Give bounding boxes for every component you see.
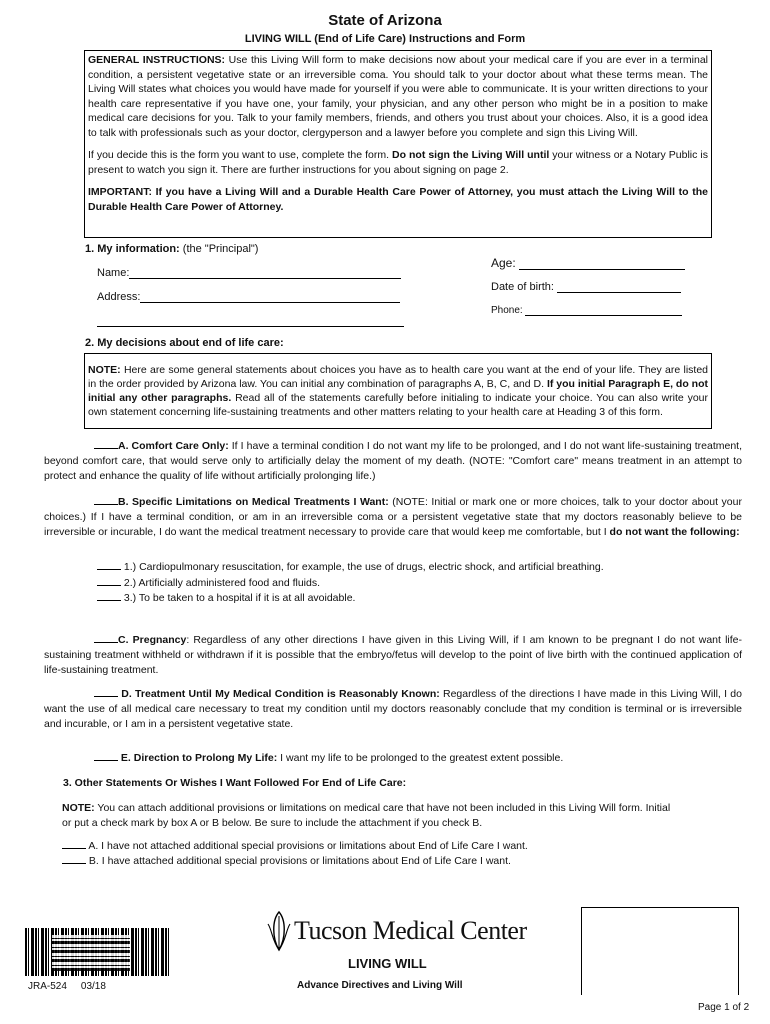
option-b-item: 2.) Artificially administered food and fluids. xyxy=(97,575,604,591)
signing-instructions: If you decide this is the form you want to use, complete the form. Do not sign the Living Will until your witness or a Notary Public is present to watch you sign it. There are further instructions for you about signing on page 2. xyxy=(88,149,708,176)
phone-field[interactable] xyxy=(525,304,682,316)
option-b-item: 1.) Cardiopulmonary resuscitation, for example, the use of drugs, electric shock, and artificial breathing. xyxy=(97,559,604,575)
option-b-item: 3.) To be taken to a hospital if it is at all avoidable. xyxy=(97,590,604,606)
option-e: E. Direction to Prolong My Life: I want my life to be prolonged to the greatest extent possible. xyxy=(94,750,563,764)
option-c: C. Pregnancy: Regardless of any other directions I have given in this Living Will, if I am known to be pregnant I do not want life-sustaining treatment withheld or withdrawn if it is possible that the embryo/fetus will develop to the point of live birth with the continued application of life-sustaining treatment. xyxy=(44,634,742,676)
page-title: State of Arizona xyxy=(328,12,442,29)
phone-row: Phone: xyxy=(491,304,682,316)
age-field[interactable] xyxy=(519,257,685,270)
dob-row: Date of birth: xyxy=(491,280,681,293)
option-d: D. Treatment Until My Medical Condition is Reasonably Known: Regardless of the directions I have made in this Living Will, I do want the use of all medical care necessary to treat my condition until my doctors reasonably conclude that my condition is terminal or is irreversible and incurable, or I am in a persistent vegetative state. xyxy=(44,688,742,730)
tmc-logo-icon xyxy=(262,910,296,952)
section3-b-initial-field[interactable] xyxy=(62,853,86,864)
address-line-2-field[interactable] xyxy=(97,314,404,327)
option-b-item-initial-field[interactable] xyxy=(97,590,121,601)
option-b-item-initial-field[interactable] xyxy=(97,575,121,586)
section1-heading: 1. My information: (the "Principal") xyxy=(85,243,259,255)
option-d-initial-field[interactable] xyxy=(94,686,118,697)
page-subtitle: LIVING WILL (End of Life Care) Instructions and Form xyxy=(244,33,526,45)
name-row: Name: xyxy=(97,266,401,279)
name-field[interactable] xyxy=(129,266,401,279)
tmc-logo xyxy=(262,910,562,952)
page-number: Page 1 of 2 xyxy=(698,1002,750,1013)
section3-note: NOTE: You can attach additional provisions or limitations on medical care that have not been included in this Living Will form. Initial or put a check mark by box A or B below. Be sure to include the attachment if you check B. xyxy=(62,802,671,829)
section3-option-a: A. I have not attached additional special provisions or limitations about End of Life Care I want. xyxy=(62,838,528,854)
option-b-item-initial-field[interactable] xyxy=(97,559,121,570)
barcode-label-block xyxy=(52,935,130,971)
form-subtitle: Advance Directives and Living Will xyxy=(297,980,463,991)
option-b: B. Specific Limitations on Medical Treatments I Want: (NOTE: Initial or mark one or more choices, talk to your doctor about your choices.) If I have a terminal condition, or am in an irreversible coma or a persistent vegetative state that my doctors reasonably believe to be irreversible or incurable, I do want the medical treatment necessary to provide care that would keep me comfortable, but I do not want the following: xyxy=(44,496,742,538)
option-e-initial-field[interactable] xyxy=(94,750,118,761)
section2-note: NOTE: Here are some general statements about choices you have as to health care you want at the end of your life. They are listed in the order provided by Arizona law. You can initial any combination of paragraphs A, B, C, and D. If you initial Paragraph E, do not initial any other paragraphs. Read all of the statements carefully before initialing to indicate your choice. You can also write your own statement concerning life-sustaining treatments and other matters relating to your health care at Heading 3 of this form. xyxy=(88,364,708,418)
address-row: Address: xyxy=(97,290,400,303)
address-field[interactable] xyxy=(140,290,400,303)
age-row: Age: xyxy=(491,256,685,270)
option-b-initial-field[interactable] xyxy=(94,494,118,505)
section3-option-b: B. I have attached additional special provisions or limitations about End of Life Care I want. xyxy=(62,853,511,869)
option-a-initial-field[interactable] xyxy=(94,438,118,449)
option-c-initial-field[interactable] xyxy=(94,632,118,643)
section2-heading: 2. My decisions about end of life care: xyxy=(85,337,284,349)
form-revision-date: 03/18 xyxy=(80,981,106,992)
tmc-logo-wordmark: Tucson Medical Center xyxy=(294,916,527,945)
section3-heading: 3. Other Statements Or Wishes I Want Followed For End of Life Care: xyxy=(63,777,407,789)
general-instructions-text: GENERAL INSTRUCTIONS: Use this Living Will form to make decisions now about your medical care if you are ever in a terminal condition, a persistent vegetative state or an irreversible coma. You should talk to your doctor about what these terms mean. The Living Will states what choices you would have made for yourself if you were able to communicate. It is your written directions to your health care representative if you have one, your family, your physician, and any other person who might be in a position to make medical care decisions for you. Talk to your family members, friends, and others you trust about your choices. Also, it is a good idea to talk with professionals such as your doctor, clergyperson and a lawyer before you complete and sign this Living Will. xyxy=(88,54,708,139)
patient-label-box xyxy=(581,907,739,995)
form-code: JRA-524 03/18 xyxy=(28,981,106,992)
section2-note-box xyxy=(84,353,712,429)
dob-field[interactable] xyxy=(557,280,681,293)
option-b-list xyxy=(97,559,604,606)
section3-a-initial-field[interactable] xyxy=(62,838,86,849)
general-instructions-box xyxy=(84,50,712,238)
important-note: IMPORTANT: If you have a Living Will and a Durable Health Care Power of Attorney, you must attach the Living Will to the Durable Health Care Power of Attorney. xyxy=(88,186,708,213)
form-title: LIVING WILL xyxy=(348,956,427,971)
option-a: A. Comfort Care Only: If I have a terminal condition I do not want my life to be prolonged, and I do not want life-sustaining treatment, beyond comfort care, that would serve only to artificially delay the moment of my death. (NOTE: "Comfort care" means treatment in an attempt to protect and enhance the quality of life without artificially prolonging life.) xyxy=(44,440,742,482)
